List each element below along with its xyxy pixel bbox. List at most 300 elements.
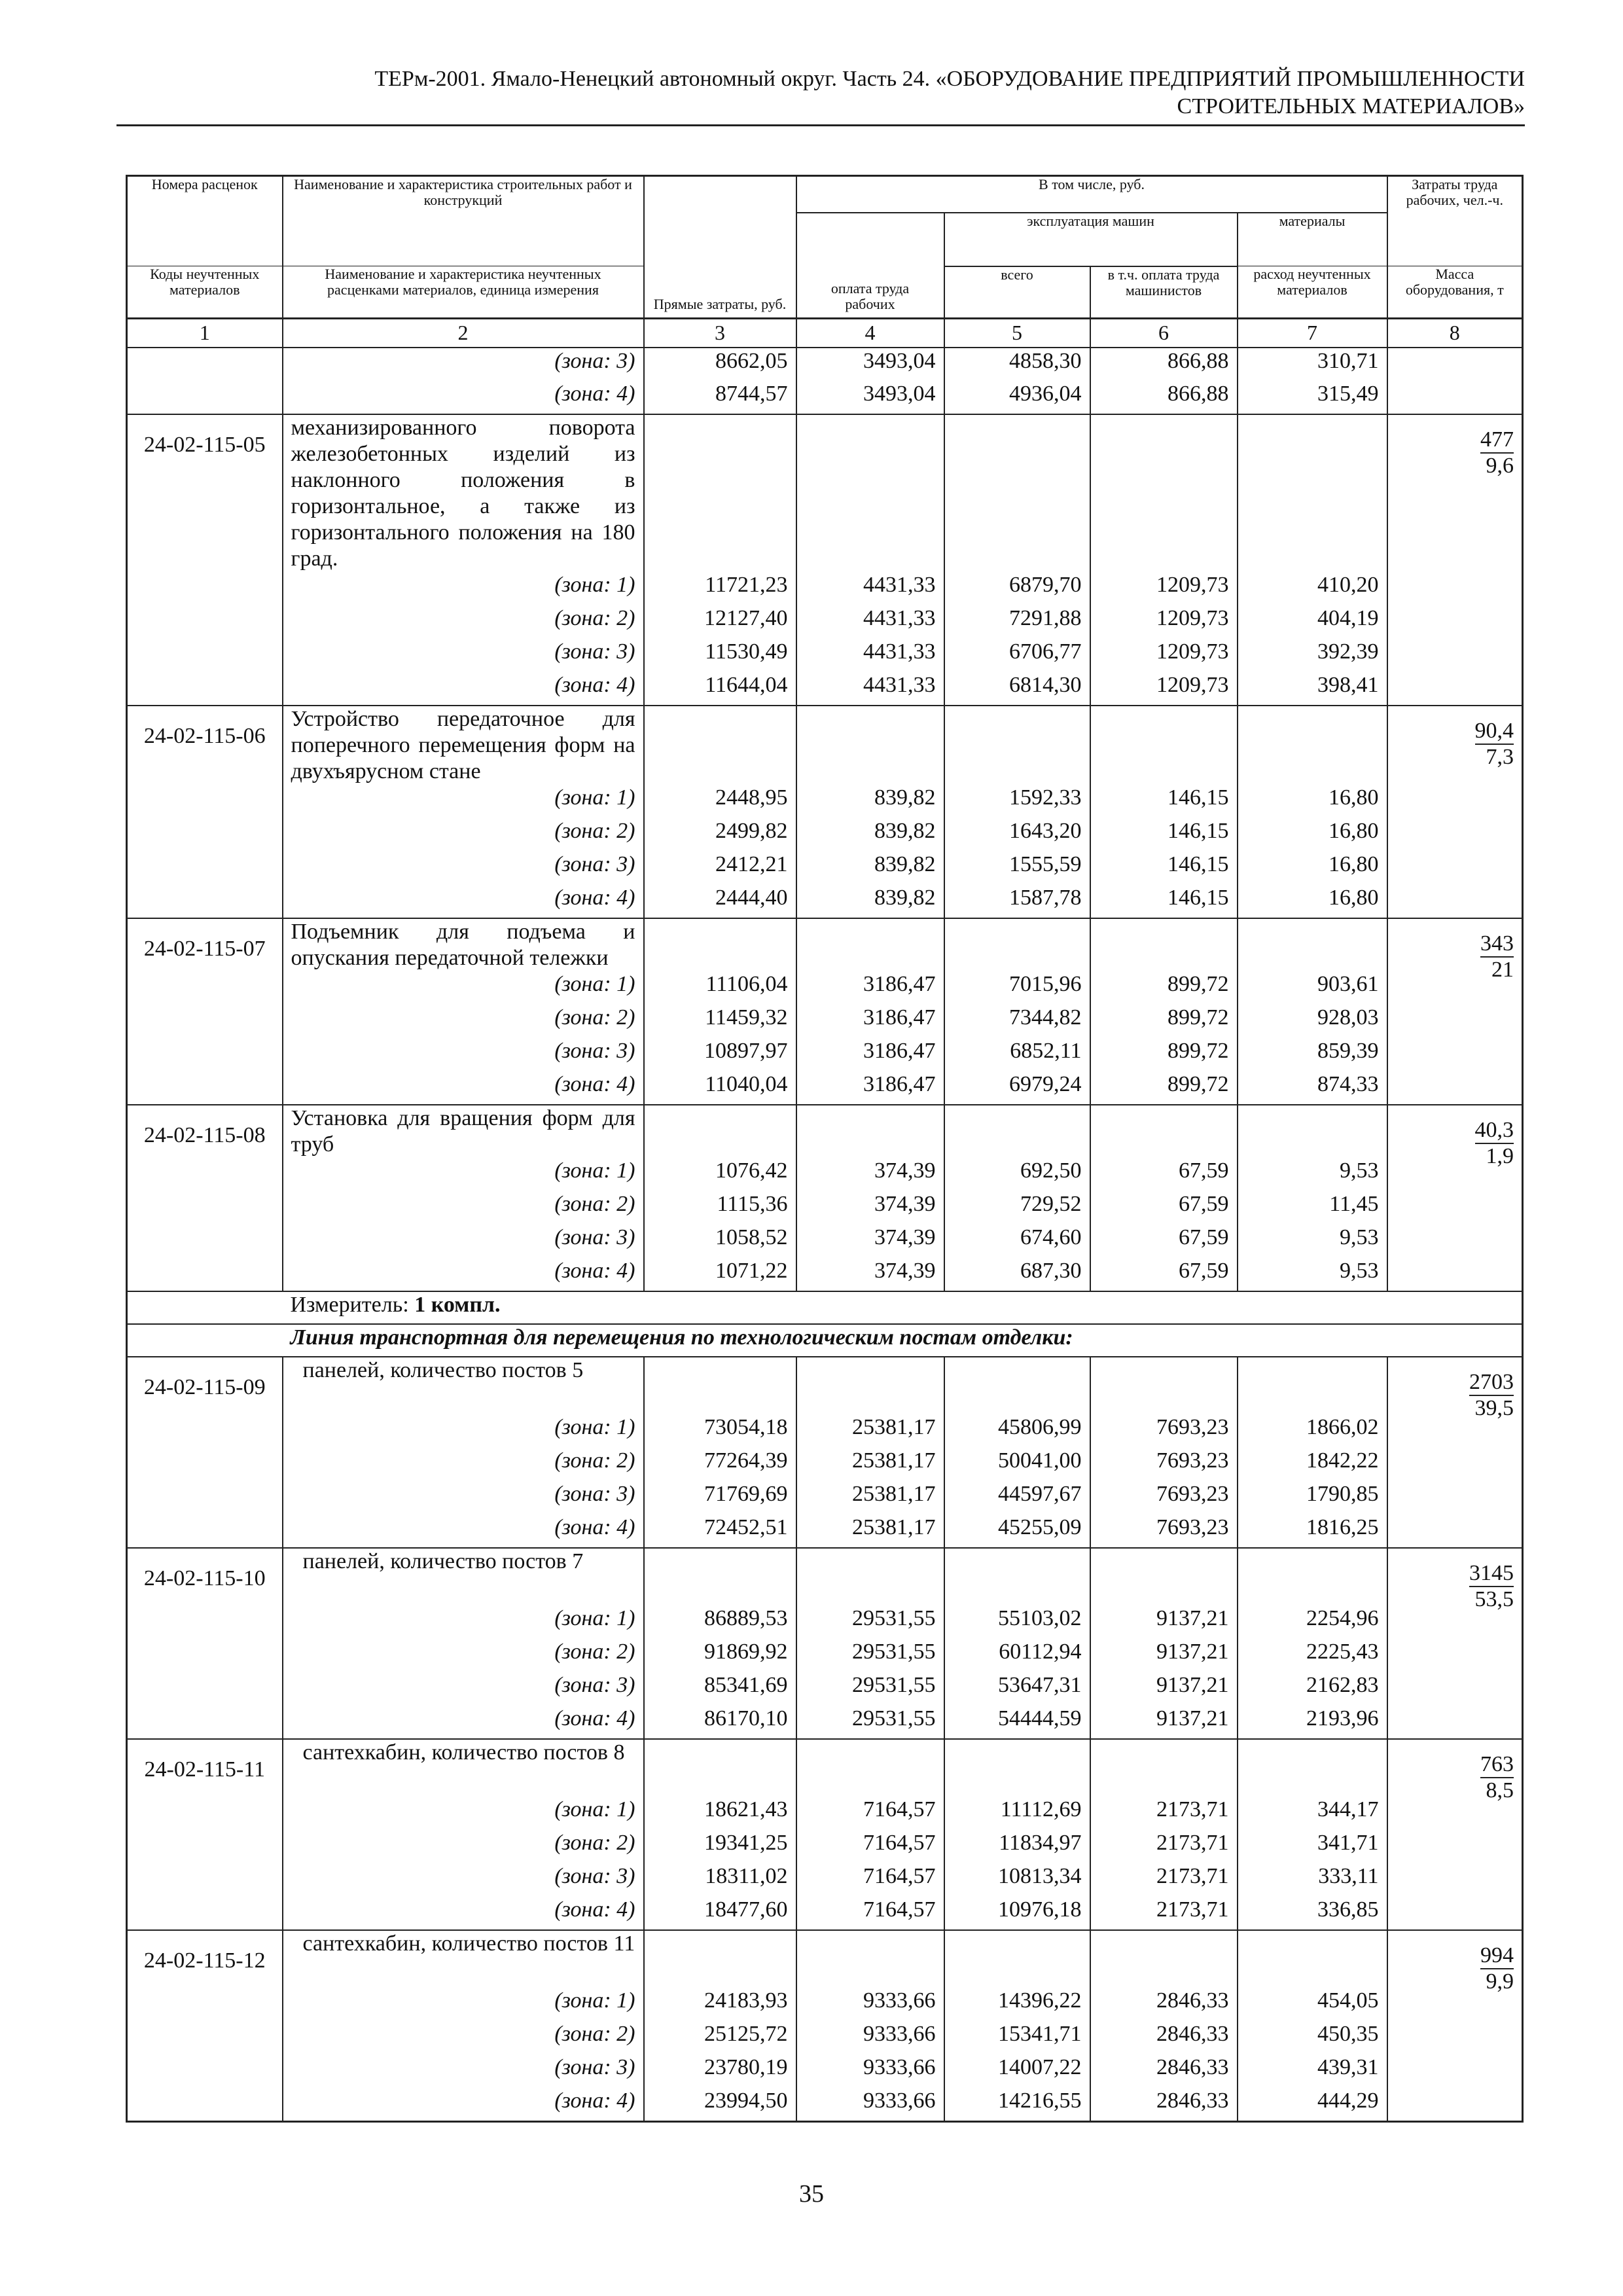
materials-cost-value: 9,53 (1238, 1258, 1387, 1291)
header-group-including: В том числе, руб. (796, 176, 1387, 213)
operator-pay-value: 2173,71 (1090, 1830, 1238, 1863)
direct-costs-value: 71769,69 (644, 1481, 796, 1515)
empty-cell (644, 1739, 796, 1797)
labor-costs-value: 343 (1480, 931, 1514, 958)
zone-label: (зона: 1) (283, 1988, 644, 2021)
header-material-codes: Коды неучтенных материалов (127, 266, 283, 319)
zone-row (127, 1863, 1523, 1897)
rate-entry (127, 414, 1523, 572)
operator-pay-value: 2846,33 (1090, 2088, 1238, 2121)
machines-total-value: 55103,02 (944, 1605, 1090, 1639)
zone-row (127, 1672, 1523, 1706)
materials-cost-value: 903,61 (1238, 971, 1387, 1005)
materials-cost-value: 392,39 (1238, 639, 1387, 672)
rates-table (126, 175, 1524, 2123)
zone-row (127, 1225, 1523, 1258)
machines-total-value: 44597,67 (944, 1481, 1090, 1515)
zone-row (127, 1797, 1523, 1830)
operator-pay-value: 9137,21 (1090, 1706, 1238, 1739)
direct-costs-value: 2412,21 (644, 852, 796, 885)
materials-cost-value: 874,33 (1238, 1071, 1387, 1105)
direct-costs-value: 72452,51 (644, 1515, 796, 1548)
zone-row (127, 1605, 1523, 1639)
direct-costs-value: 8662,05 (644, 348, 796, 381)
column-number: 1 (127, 319, 283, 348)
empty-cell (796, 918, 944, 971)
rate-description: Устройство передаточное для поперечного перемещения форм на двухъярусном стане (283, 706, 644, 785)
worker-pay-value: 4431,33 (796, 672, 944, 706)
machines-total-value: 15341,71 (944, 2021, 1090, 2054)
zone-row (127, 1191, 1523, 1225)
empty-cell (944, 1930, 1090, 1988)
header-materials: материалы (1238, 213, 1387, 266)
empty-cell (796, 706, 944, 785)
zone-row (127, 1988, 1523, 2021)
zone-row (127, 818, 1523, 852)
zone-row (127, 381, 1523, 414)
zone-label: (зона: 3) (283, 1481, 644, 1515)
zone-label: (зона: 1) (283, 1158, 644, 1191)
zone-row (127, 1414, 1523, 1448)
rate-entry (127, 1105, 1523, 1158)
worker-pay-value: 9333,66 (796, 1988, 944, 2021)
operator-pay-value: 7693,23 (1090, 1414, 1238, 1448)
zone-row (127, 1448, 1523, 1481)
machines-total-value: 6706,77 (944, 639, 1090, 672)
zone-label: (зона: 3) (283, 1863, 644, 1897)
worker-pay-value: 3186,47 (796, 971, 944, 1005)
operator-pay-value: 67,59 (1090, 1158, 1238, 1191)
zone-label: (зона: 2) (283, 818, 644, 852)
direct-costs-value: 1115,36 (644, 1191, 796, 1225)
machines-total-value: 687,30 (944, 1258, 1090, 1291)
labor-costs-value: 90,4 (1475, 719, 1514, 745)
rate-code: 24-02-115-10 (127, 1548, 283, 1739)
header-operator-pay: в т.ч. оплата труда машинистов (1090, 266, 1238, 319)
empty-cell (944, 1548, 1090, 1605)
column-number: 8 (1387, 319, 1523, 348)
empty-cell (1090, 1739, 1238, 1797)
empty-cell (796, 1357, 944, 1414)
direct-costs-value: 2444,40 (644, 885, 796, 918)
operator-pay-value: 2173,71 (1090, 1863, 1238, 1897)
operator-pay-value: 2173,71 (1090, 1897, 1238, 1930)
operator-pay-value: 899,72 (1090, 971, 1238, 1005)
machines-total-value: 6852,11 (944, 1038, 1090, 1071)
rate-code: 24-02-115-05 (127, 414, 283, 706)
zone-label: (зона: 1) (283, 971, 644, 1005)
column-numbers-row (127, 319, 1523, 348)
direct-costs-value: 11530,49 (644, 639, 796, 672)
zone-label: (зона: 2) (283, 605, 644, 639)
zone-label: (зона: 3) (283, 1672, 644, 1706)
zone-row (127, 2088, 1523, 2121)
worker-pay-value: 29531,55 (796, 1605, 944, 1639)
zone-row (127, 1071, 1523, 1105)
rate-entry (127, 918, 1523, 971)
worker-pay-value: 374,39 (796, 1191, 944, 1225)
rate-code: 24-02-115-08 (127, 1105, 283, 1291)
labor-mass-fraction (1387, 414, 1523, 706)
empty-cell (944, 918, 1090, 971)
labor-costs-value: 477 (1480, 427, 1514, 454)
rate-code: 24-02-115-11 (127, 1739, 283, 1930)
worker-pay-value: 839,82 (796, 885, 944, 918)
direct-costs-value: 19341,25 (644, 1830, 796, 1863)
direct-costs-value: 10897,97 (644, 1038, 796, 1071)
worker-pay-value: 374,39 (796, 1258, 944, 1291)
machines-total-value: 53647,31 (944, 1672, 1090, 1706)
empty-cell (1090, 414, 1238, 572)
zone-row (127, 971, 1523, 1005)
running-header-line-1: ТЕРм-2001. Ямало-Ненецкий автономный округ. Часть 24. «ОБОРУДОВАНИЕ ПРЕДПРИЯТИЙ ПРОМЫШЛЕННОСТИ (374, 67, 1525, 91)
direct-costs-value: 73054,18 (644, 1414, 796, 1448)
rate-description: сантехкабин, количество постов 11 (283, 1930, 644, 1988)
rate-description: Установка для вращения форм для труб (283, 1105, 644, 1158)
empty-cell (796, 1548, 944, 1605)
zone-row (127, 785, 1523, 818)
direct-costs-value: 24183,93 (644, 1988, 796, 2021)
empty-cell (1238, 1739, 1387, 1797)
materials-cost-value: 344,17 (1238, 1797, 1387, 1830)
machines-total-value: 14396,22 (944, 1988, 1090, 2021)
labor-costs-value: 763 (1480, 1752, 1514, 1778)
direct-costs-value: 8744,57 (644, 381, 796, 414)
direct-costs-value: 25125,72 (644, 2021, 796, 2054)
worker-pay-value: 7164,57 (796, 1897, 944, 1930)
materials-cost-value: 1866,02 (1238, 1414, 1387, 1448)
materials-cost-value: 9,53 (1238, 1225, 1387, 1258)
machines-total-value: 1587,78 (944, 885, 1090, 918)
labor-mass-fraction (1387, 1105, 1523, 1291)
meter-label (283, 1291, 1523, 1324)
operator-pay-value: 866,88 (1090, 348, 1238, 381)
worker-pay-value: 3186,47 (796, 1038, 944, 1071)
zone-label: (зона: 2) (283, 1639, 644, 1672)
direct-costs-value: 86170,10 (644, 1706, 796, 1739)
machines-total-value: 7015,96 (944, 971, 1090, 1005)
rate-code: 24-02-115-07 (127, 918, 283, 1105)
labor-costs-value: 3145 (1469, 1561, 1514, 1587)
materials-cost-value: 454,05 (1238, 1988, 1387, 2021)
materials-cost-value: 444,29 (1238, 2088, 1387, 2121)
meter-value: 1 компл. (414, 1293, 501, 1317)
direct-costs-value: 23780,19 (644, 2054, 796, 2088)
machines-total-value: 14007,22 (944, 2054, 1090, 2088)
column-number: 6 (1090, 319, 1238, 348)
page-number: 35 (799, 2180, 824, 2208)
materials-cost-value: 16,80 (1238, 852, 1387, 885)
worker-pay-value: 4431,33 (796, 572, 944, 605)
materials-cost-value: 928,03 (1238, 1005, 1387, 1038)
worker-pay-value: 839,82 (796, 785, 944, 818)
labor-mass-fraction (1387, 706, 1523, 918)
machines-total-value: 6814,30 (944, 672, 1090, 706)
operator-pay-value: 146,15 (1090, 785, 1238, 818)
worker-pay-value: 29531,55 (796, 1706, 944, 1739)
operator-pay-value: 67,59 (1090, 1191, 1238, 1225)
machines-total-value: 1555,59 (944, 852, 1090, 885)
empty-cell (1090, 918, 1238, 971)
zone-label: (зона: 4) (283, 1071, 644, 1105)
empty-cell (1090, 1357, 1238, 1414)
header-rule (116, 124, 1525, 126)
machines-total-value: 674,60 (944, 1225, 1090, 1258)
zone-row (127, 1515, 1523, 1548)
materials-cost-value: 450,35 (1238, 2021, 1387, 2054)
rate-entry (127, 1739, 1523, 1797)
zone-label: (зона: 1) (283, 1605, 644, 1639)
empty-cell (644, 1357, 796, 1414)
materials-cost-value: 2162,83 (1238, 1672, 1387, 1706)
header-direct-costs: Прямые затраты, руб. (644, 176, 796, 319)
direct-costs-value: 18621,43 (644, 1797, 796, 1830)
operator-pay-value: 7693,23 (1090, 1515, 1238, 1548)
worker-pay-value: 3186,47 (796, 1071, 944, 1105)
worker-pay-value: 839,82 (796, 818, 944, 852)
zone-row (127, 572, 1523, 605)
zone-row (127, 2054, 1523, 2088)
zone-label: (зона: 4) (283, 2088, 644, 2121)
zone-label: (зона: 4) (283, 1258, 644, 1291)
machines-total-value: 1592,33 (944, 785, 1090, 818)
empty-cell (944, 1357, 1090, 1414)
operator-pay-value: 899,72 (1090, 1038, 1238, 1071)
zone-label: (зона: 3) (283, 639, 644, 672)
operator-pay-value: 866,88 (1090, 381, 1238, 414)
machines-total-value: 54444,59 (944, 1706, 1090, 1739)
labor-costs-value: 2703 (1469, 1370, 1514, 1396)
direct-costs-value: 77264,39 (644, 1448, 796, 1481)
operator-pay-value: 1209,73 (1090, 605, 1238, 639)
running-header-line-2: СТРОИТЕЛЬНЫХ МАТЕРИАЛОВ» (1177, 94, 1525, 118)
labor-mass-fraction (1387, 1357, 1523, 1548)
worker-pay-value: 7164,57 (796, 1797, 944, 1830)
labor-cell-empty (1387, 381, 1523, 414)
materials-cost-value: 2225,43 (1238, 1639, 1387, 1672)
zone-row (127, 1706, 1523, 1739)
empty-cell (644, 1930, 796, 1988)
zone-label: (зона: 2) (283, 1191, 644, 1225)
zone-row (127, 1158, 1523, 1191)
zone-label: (зона: 3) (283, 2054, 644, 2088)
machines-total-value: 692,50 (944, 1158, 1090, 1191)
empty-cell (944, 1105, 1090, 1158)
materials-cost-value: 310,71 (1238, 348, 1387, 381)
machines-total-value: 6879,70 (944, 572, 1090, 605)
worker-pay-value: 29531,55 (796, 1672, 944, 1706)
worker-pay-value: 374,39 (796, 1158, 944, 1191)
machines-total-value: 50041,00 (944, 1448, 1090, 1481)
column-number: 5 (944, 319, 1090, 348)
worker-pay-value: 839,82 (796, 852, 944, 885)
zone-label: (зона: 3) (283, 348, 644, 381)
direct-costs-value: 2499,82 (644, 818, 796, 852)
operator-pay-value: 7693,23 (1090, 1481, 1238, 1515)
empty-cell (127, 1291, 283, 1324)
direct-costs-value: 11644,04 (644, 672, 796, 706)
worker-pay-value: 4431,33 (796, 639, 944, 672)
operator-pay-value: 146,15 (1090, 852, 1238, 885)
header-worker-pay: оплата труда рабочих (796, 213, 944, 319)
column-number: 3 (644, 319, 796, 348)
header-equipment-mass: Масса оборудования, т (1387, 266, 1523, 319)
column-number: 2 (283, 319, 644, 348)
operator-pay-value: 899,72 (1090, 1071, 1238, 1105)
zone-row (127, 672, 1523, 706)
empty-cell (796, 1105, 944, 1158)
materials-cost-value: 404,19 (1238, 605, 1387, 639)
worker-pay-value: 29531,55 (796, 1639, 944, 1672)
direct-costs-value: 11040,04 (644, 1071, 796, 1105)
direct-costs-value: 2448,95 (644, 785, 796, 818)
rate-code: 24-02-115-12 (127, 1930, 283, 2121)
empty-cell (796, 1739, 944, 1797)
equipment-mass-value: 8,5 (1486, 1778, 1514, 1803)
materials-cost-value: 1790,85 (1238, 1481, 1387, 1515)
meter-row (127, 1291, 1523, 1324)
table-body (127, 319, 1523, 2122)
header-material-names: Наименование и характеристика неучтенных расценками материалов, единица измерения (283, 266, 644, 319)
empty-cell (1090, 1548, 1238, 1605)
materials-cost-value: 859,39 (1238, 1038, 1387, 1071)
operator-pay-value: 1209,73 (1090, 639, 1238, 672)
zone-row (127, 1481, 1523, 1515)
machines-total-value: 6979,24 (944, 1071, 1090, 1105)
zone-label: (зона: 1) (283, 1414, 644, 1448)
empty-cell (1238, 1105, 1387, 1158)
materials-cost-value: 398,41 (1238, 672, 1387, 706)
section-title: Линия транспортная для перемещения по технологическим постам отделки: (283, 1324, 1523, 1357)
zone-label: (зона: 1) (283, 572, 644, 605)
labor-costs-value: 994 (1480, 1943, 1514, 1969)
empty-cell (1090, 706, 1238, 785)
equipment-mass-value: 21 (1491, 958, 1514, 982)
equipment-mass-value: 9,6 (1486, 454, 1514, 478)
rate-description: механизированного поворота железобетонных изделий из наклонного положения в горизонтальное, а также из горизонтального положения на 180 град. (283, 414, 644, 572)
operator-pay-value: 67,59 (1090, 1225, 1238, 1258)
header-machines-total: всего (944, 266, 1090, 319)
direct-costs-value: 91869,92 (644, 1639, 796, 1672)
empty-cell (644, 1548, 796, 1605)
zone-label: (зона: 2) (283, 1448, 644, 1481)
zone-label: (зона: 2) (283, 1005, 644, 1038)
empty-cell (944, 414, 1090, 572)
header-rate-numbers: Номера расценок (127, 176, 283, 266)
rate-entry (127, 1548, 1523, 1605)
materials-cost-value: 315,49 (1238, 381, 1387, 414)
worker-pay-value: 3186,47 (796, 1005, 944, 1038)
empty-cell (644, 706, 796, 785)
rate-description: панелей, количество постов 5 (283, 1357, 644, 1414)
section-title-row (127, 1324, 1523, 1357)
zone-label: (зона: 4) (283, 1706, 644, 1739)
empty-cell (1090, 1105, 1238, 1158)
operator-pay-value: 899,72 (1090, 1005, 1238, 1038)
empty-cell (944, 706, 1090, 785)
direct-costs-value: 12127,40 (644, 605, 796, 639)
zone-row (127, 1038, 1523, 1071)
running-header (128, 65, 1525, 120)
header-work-name: Наименование и характеристика строительных работ и конструкций (283, 176, 644, 266)
direct-costs-value: 11459,32 (644, 1005, 796, 1038)
worker-pay-value: 3493,04 (796, 348, 944, 381)
header-machine-operation: эксплуатация машин (944, 213, 1238, 266)
materials-cost-value: 439,31 (1238, 2054, 1387, 2088)
direct-costs-value: 11721,23 (644, 572, 796, 605)
zone-label: (зона: 1) (283, 1797, 644, 1830)
direct-costs-value: 85341,69 (644, 1672, 796, 1706)
rate-code: 24-02-115-09 (127, 1357, 283, 1548)
zone-row (127, 605, 1523, 639)
empty-cell (644, 1105, 796, 1158)
zone-row (127, 1897, 1523, 1930)
worker-pay-value: 9333,66 (796, 2021, 944, 2054)
equipment-mass-value: 9,9 (1486, 1969, 1514, 1994)
direct-costs-value: 1071,22 (644, 1258, 796, 1291)
column-number: 7 (1238, 319, 1387, 348)
header-unaccounted-materials: расход неучтенных материалов (1238, 266, 1387, 319)
machines-total-value: 45806,99 (944, 1414, 1090, 1448)
operator-pay-value: 2846,33 (1090, 2054, 1238, 2088)
machines-total-value: 11834,97 (944, 1830, 1090, 1863)
zone-row (127, 348, 1523, 381)
worker-pay-value: 25381,17 (796, 1414, 944, 1448)
operator-pay-value: 1209,73 (1090, 572, 1238, 605)
worker-pay-value: 7164,57 (796, 1863, 944, 1897)
table-header (127, 176, 1523, 319)
zone-label: (зона: 4) (283, 1897, 644, 1930)
empty-cell (644, 414, 796, 572)
operator-pay-value: 9137,21 (1090, 1639, 1238, 1672)
zone-label: (зона: 2) (283, 1830, 644, 1863)
zone-label: (зона: 4) (283, 672, 644, 706)
machines-total-value: 60112,94 (944, 1639, 1090, 1672)
equipment-mass-value: 7,3 (1486, 745, 1514, 769)
worker-pay-value: 25381,17 (796, 1481, 944, 1515)
zone-label: (зона: 3) (283, 852, 644, 885)
worker-pay-value: 25381,17 (796, 1515, 944, 1548)
labor-mass-fraction (1387, 1548, 1523, 1739)
materials-cost-value: 2254,96 (1238, 1605, 1387, 1639)
code-cell-empty (127, 381, 283, 414)
labor-mass-fraction (1387, 1739, 1523, 1930)
direct-costs-value: 11106,04 (644, 971, 796, 1005)
zone-label: (зона: 4) (283, 885, 644, 918)
rate-description: панелей, количество постов 7 (283, 1548, 644, 1605)
operator-pay-value: 9137,21 (1090, 1672, 1238, 1706)
rate-code: 24-02-115-06 (127, 706, 283, 918)
direct-costs-value: 86889,53 (644, 1605, 796, 1639)
worker-pay-value: 3493,04 (796, 381, 944, 414)
labor-costs-value: 40,3 (1475, 1118, 1514, 1144)
rate-description: Подъемник для подъема и опускания передаточной тележки (283, 918, 644, 971)
machines-total-value: 11112,69 (944, 1797, 1090, 1830)
equipment-mass-value: 1,9 (1486, 1144, 1514, 1168)
column-number: 4 (796, 319, 944, 348)
header-labor-costs: Затраты труда рабочих, чел.-ч. (1387, 176, 1523, 266)
operator-pay-value: 2846,33 (1090, 1988, 1238, 2021)
zone-label: (зона: 4) (283, 381, 644, 414)
empty-cell (796, 1930, 944, 1988)
machines-total-value: 14216,55 (944, 2088, 1090, 2121)
zone-row (127, 1830, 1523, 1863)
empty-cell (1238, 1357, 1387, 1414)
direct-costs-value: 1058,52 (644, 1225, 796, 1258)
meter-text: Измеритель: (290, 1293, 415, 1317)
machines-total-value: 7344,82 (944, 1005, 1090, 1038)
worker-pay-value: 7164,57 (796, 1830, 944, 1863)
